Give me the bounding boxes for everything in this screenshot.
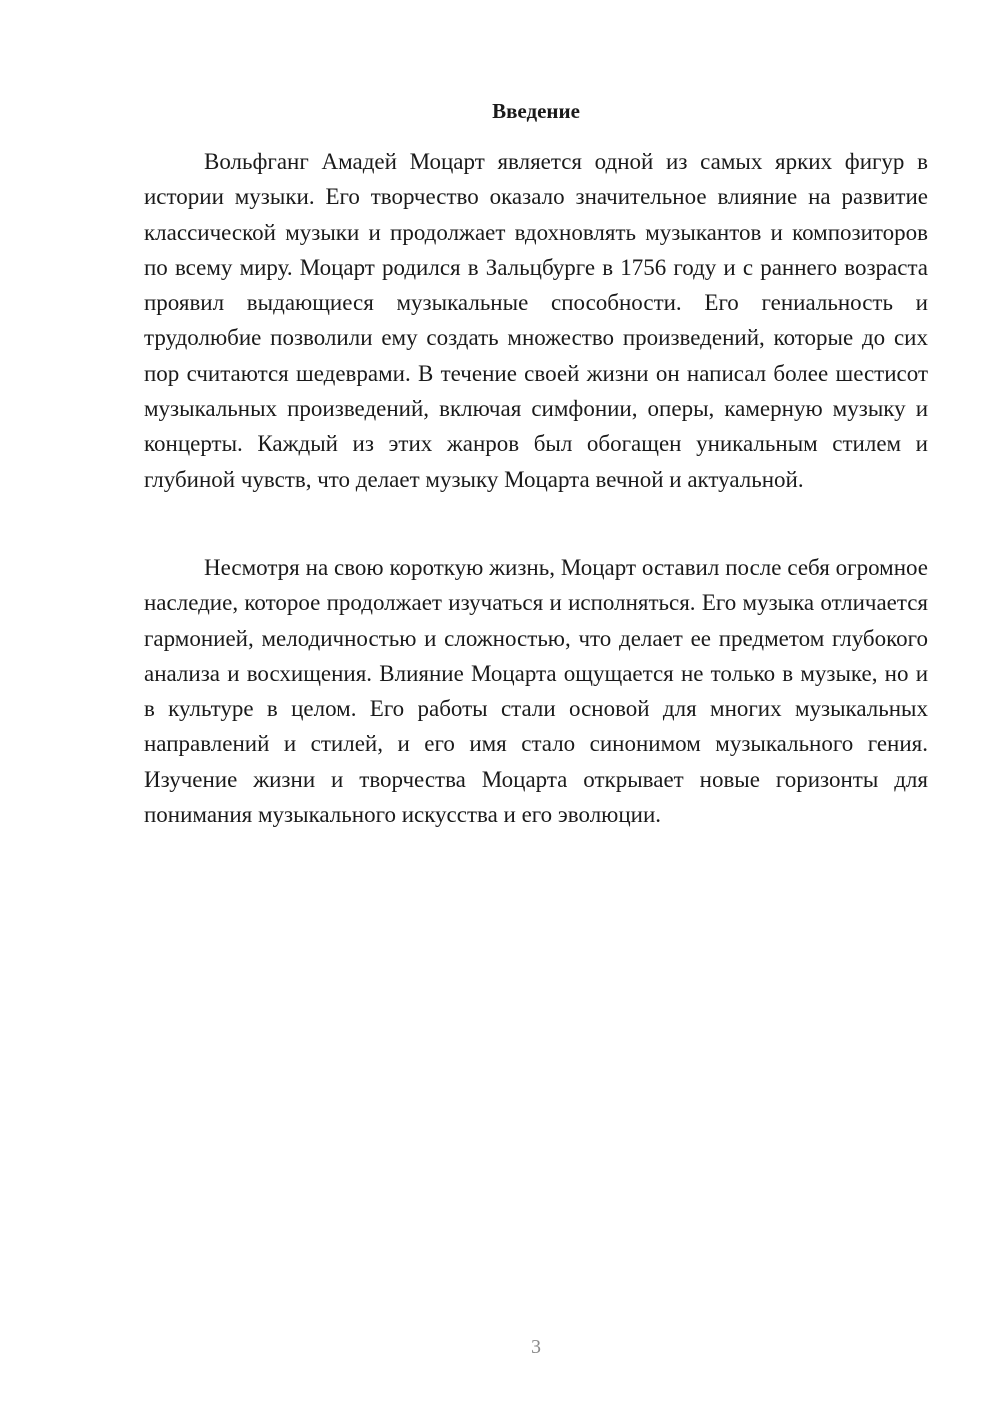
paragraph-legacy: Несмотря на свою короткую жизнь, Моцарт оставил после себя огромное наследие, которое продолжает изучаться и исполняться. Его музыка отличается гармонией, мелодичностью и сложностью, что делает ее предметом глубокого анализа и восхищения. Влияние Моцарта ощущается не только в музыке, но и в культуре в целом. Его работы стали основой для многих музыкальных направлений и стилей, и его имя стало синонимом музыкального гения. Изучение жизни и творчества Моцарта открывает новые горизонты для понимания музыкального искусства и его эволюции. <box>144 555 928 828</box>
page-number: 3 <box>531 1336 541 1358</box>
section-title: Введение <box>492 99 580 123</box>
paragraph-intro: Вольфганг Амадей Моцарт является одной из самых ярких фигур в истории музыки. Его творчество оказало значительное влияние на развитие классической музыки и продолжает вдохновлять музыкантов и композиторов по всему миру. Моцарт родился в Зальцбурге в 1756 году и с раннего возраста проявил выдающиеся музыкальные способности. Его гениальность и трудолюбие позволили ему создать множество произведений, которые до сих пор считаются шедеврами. В течение своей жизни он написал более шестисот музыкальных произведений, включая симфонии, оперы, камерную музыку и концерты. Каждый из этих жанров был обогащен уникальным стилем и глубиной чувств, что делает музыку Моцарта вечной и актуальной. <box>144 149 928 492</box>
